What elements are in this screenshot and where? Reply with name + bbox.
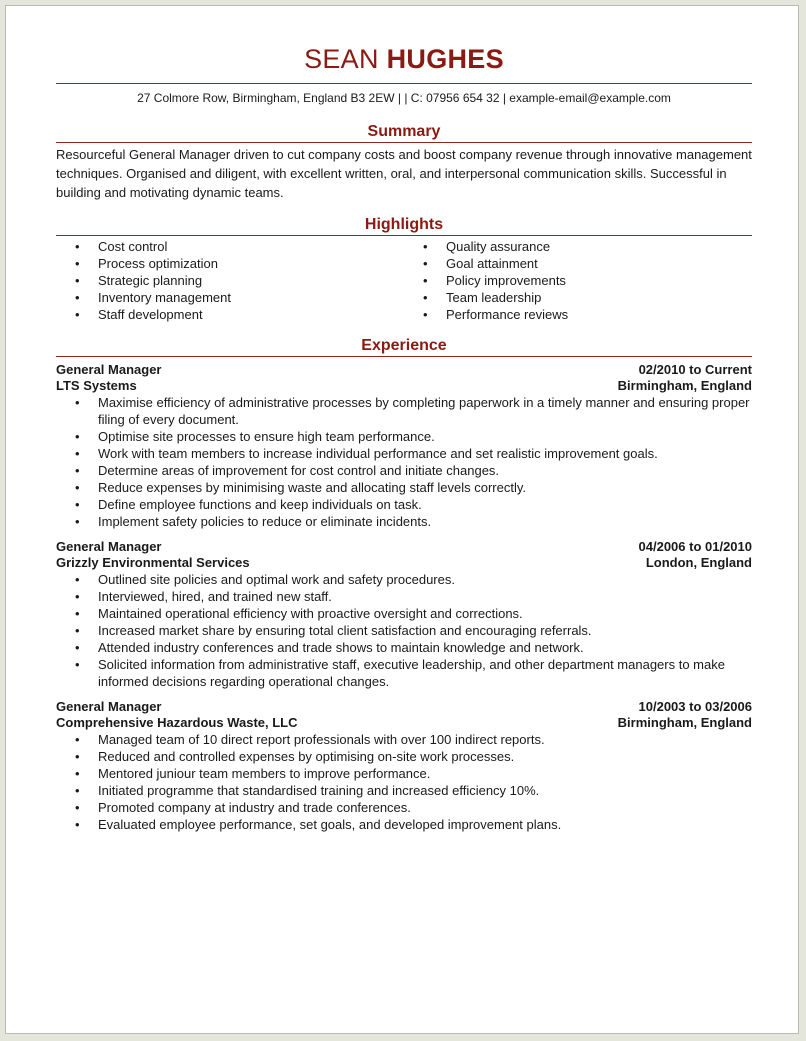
highlight-item: • Goal attainment (404, 255, 752, 272)
job-dates: 04/2006 to 01/2010 (638, 539, 752, 554)
summary-title: Summary (367, 123, 441, 140)
job-title: General Manager (56, 362, 162, 377)
job-bullet: • Define employee functions and keep individuals on task. (56, 496, 752, 513)
job-bullet: • Evaluated employee performance, set goals, and developed improvement plans. (56, 816, 752, 833)
highlights-list (56, 238, 752, 323)
experience-title: Experience (361, 337, 447, 354)
job-location: Birmingham, England (617, 715, 752, 730)
highlights-title: Highlights (364, 216, 444, 233)
highlight-item: • Policy improvements (404, 272, 752, 289)
highlights-right-column (404, 238, 752, 323)
job-bullet: • Promoted company at industry and trade conferences. (56, 799, 752, 816)
job-title-row (56, 699, 752, 715)
job-bullet: • Reduced and controlled expenses by optimising on-site work processes. (56, 748, 752, 765)
job-company: Grizzly Environmental Services (56, 555, 250, 570)
job-bullets (56, 731, 752, 833)
job-bullet: • Work with team members to increase individual performance and set realistic improvement goals. (56, 445, 752, 462)
job-bullet: • Implement safety policies to reduce or eliminate incidents. (56, 513, 752, 530)
resume-content (56, 44, 752, 833)
resume-page (5, 5, 799, 1034)
contact-line: 27 Colmore Row, Birmingham, England B3 2EW | | C: 07956 654 32 | example-email@example.com (137, 91, 671, 105)
highlight-item: • Inventory management (56, 289, 404, 306)
job-dates: 02/2010 to Current (638, 362, 752, 377)
highlight-item: • Staff development (56, 306, 404, 323)
job-company-row (56, 715, 752, 731)
job-title: General Manager (56, 699, 162, 714)
job-bullet: • Initiated programme that standardised training and increased efficiency 10%. (56, 782, 752, 799)
job-company: LTS Systems (56, 378, 137, 393)
last-name: HUGHES (386, 44, 504, 74)
job-bullet: • Maximise efficiency of administrative processes by completing paperwork in a timely manner and ensuring proper filing of every document. (56, 394, 752, 428)
job-bullet: • Interviewed, hired, and trained new staff. (56, 588, 752, 605)
job-bullet: • Reduce expenses by minimising waste and allocating staff levels correctly. (56, 479, 752, 496)
job-bullet: • Solicited information from administrative staff, executive leadership, and other department managers to make informed decisions regarding operational changes. (56, 656, 752, 690)
header-rule (56, 83, 752, 84)
job-dates: 10/2003 to 03/2006 (638, 699, 752, 714)
job-bullet: • Outlined site policies and optimal work and safety procedures. (56, 571, 752, 588)
job-bullet: • Mentored juniour team members to improve performance. (56, 765, 752, 782)
summary-text: Resourceful General Manager driven to cut company costs and boost company revenue through innovative management techniques. Organised and diligent, with excellent written, oral, and interpersonal communication skills. Successful in building and motivating dynamic teams. (56, 147, 752, 200)
job-bullets (56, 394, 752, 530)
job-title: General Manager (56, 539, 162, 554)
job-location: London, England (645, 555, 752, 570)
first-name: SEAN (304, 44, 379, 74)
highlight-item: • Cost control (56, 238, 404, 255)
job-title-row (56, 539, 752, 555)
highlight-item: • Performance reviews (404, 306, 752, 323)
highlight-item: • Strategic planning (56, 272, 404, 289)
highlights-rule (56, 235, 752, 236)
job-location: Birmingham, England (617, 378, 752, 393)
highlight-item: • Team leadership (404, 289, 752, 306)
job-bullet: • Optimise site processes to ensure high team performance. (56, 428, 752, 445)
highlight-item: • Quality assurance (404, 238, 752, 255)
highlights-left-column (56, 238, 404, 323)
job-bullet: • Managed team of 10 direct report professionals with over 100 indirect reports. (56, 731, 752, 748)
job-title-row (56, 362, 752, 378)
job-company-row (56, 555, 752, 571)
job-bullets (56, 571, 752, 690)
experience-list (56, 362, 752, 833)
job-company-row (56, 378, 752, 394)
job-bullet: • Attended industry conferences and trade shows to maintain knowledge and network. (56, 639, 752, 656)
job-bullet: • Maintained operational efficiency with proactive oversight and corrections. (56, 605, 752, 622)
highlight-item: • Process optimization (56, 255, 404, 272)
job-bullet: • Determine areas of improvement for cost control and initiate changes. (56, 462, 752, 479)
job-entry (56, 539, 752, 690)
job-entry (56, 699, 752, 833)
job-company: Comprehensive Hazardous Waste, LLC (56, 715, 298, 730)
experience-rule (56, 356, 752, 357)
job-entry (56, 362, 752, 530)
summary-rule (56, 142, 752, 143)
candidate-name (56, 44, 752, 74)
job-bullet: • Increased market share by ensuring total client satisfaction and encouraging referrals. (56, 622, 752, 639)
